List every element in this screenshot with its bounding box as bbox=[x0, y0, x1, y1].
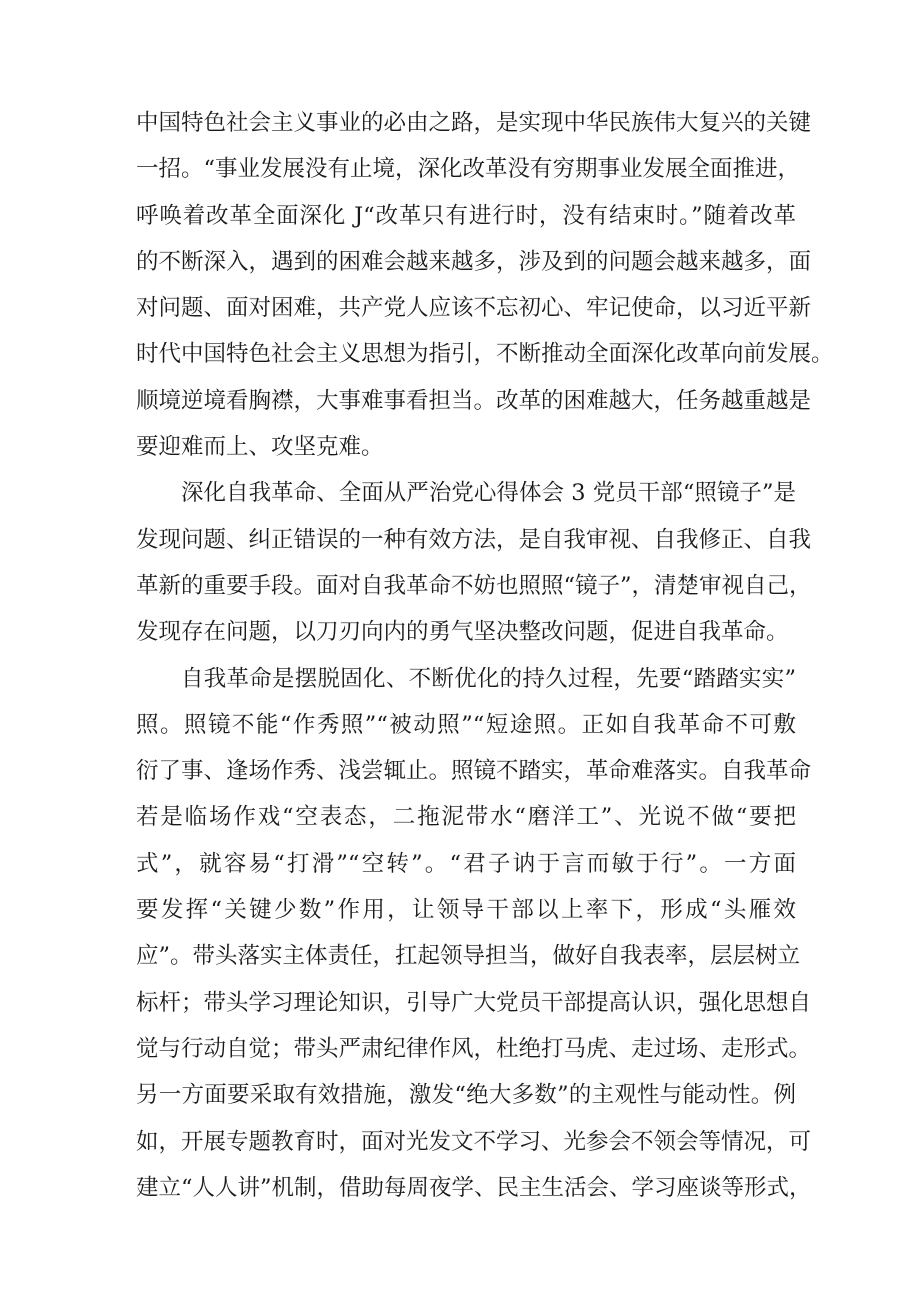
text-line: 式”，就容易“打滑”“空转”。“君子讷于言而敏于行”。一方面 bbox=[136, 850, 796, 877]
paragraph-2 bbox=[136, 470, 812, 655]
text-line: 深化自我革命、全面从严治党心得体会 3 党员干部“照镜子”是 bbox=[181, 480, 796, 507]
text-line: 要迎难而上、攻坚克难。 bbox=[136, 434, 384, 461]
text-line: 衍了事、逢场作秀、浅尝辄止。照镜不踏实，革命难落实。自我革命 bbox=[136, 758, 812, 785]
text-line: 的不断深入，遇到的困难会越来越多，涉及到的问题会越来越多，面 bbox=[136, 248, 812, 275]
text-line: 对问题、面对困难，共产党人应该不忘初心、牢记使命，以习近平新 bbox=[136, 295, 812, 322]
text-line: 中国特色社会主义事业的必由之路，是实现中华民族伟大复兴的关键 bbox=[136, 110, 812, 136]
text-line: 发现存在问题，以刀刃向内的勇气坚决整改问题，促进自我革命。 bbox=[136, 619, 789, 646]
text-line: 革新的重要手段。面对自我革命不妨也照照“镜子”，清楚审视自己， bbox=[136, 572, 812, 599]
text-line: 一招。“事业发展没有止境，深化改革没有穷期事业发展全面推进， bbox=[136, 156, 801, 183]
text-line: 时代中国特色社会主义思想为指引，不断推动全面深化改革向前发展。 bbox=[136, 341, 834, 368]
text-line: 应”。带头落实主体责任，扛起领导担当，做好自我表率，层层树立 bbox=[136, 943, 801, 970]
text-line: 标杆；带头学习理论知识，引导广大党员干部提高认识，强化思想自 bbox=[136, 989, 812, 1016]
text-line: 顺境逆境看胸襟，大事难事看担当。改革的困难越大，任务越重越是 bbox=[136, 387, 812, 414]
paragraph-1 bbox=[136, 100, 834, 470]
text-line: 照。照镜不能“作秀照”“被动照”“短途照。正如自我革命不可敷 bbox=[136, 711, 796, 738]
text-line: 另一方面要采取有效措施，激发“绝大多数”的主观性与能动性。例 bbox=[136, 1082, 796, 1109]
paragraph-3 bbox=[136, 656, 812, 1212]
text-line: 如，开展专题教育时，面对光发文不学习、光参会不领会等情况，可 bbox=[136, 1128, 812, 1155]
text-line: 呼唤着改革全面深化 J“改革只有进行时，没有结束时。”随着改革 bbox=[136, 202, 796, 229]
text-line: 自我革命是摆脱固化、不断优化的持久过程，先要“踏踏实实” bbox=[181, 665, 796, 692]
text-line: 发现问题、纠正错误的一种有效方法，是自我审视、自我修正、自我 bbox=[136, 526, 812, 553]
text-line: 觉与行动自觉；带头严肃纪律作风，杜绝打马虎、走过场、走形式。 bbox=[136, 1035, 812, 1062]
text-line: 要发挥“关键少数”作用，让领导干部以上率下，形成“头雁效 bbox=[136, 897, 796, 924]
body-text bbox=[136, 100, 834, 1211]
text-line: 建立“人人讲”机制，借助每周夜学、民主生活会、学习座谈等形式， bbox=[136, 1174, 812, 1201]
text-line: 若是临场作戏“空表态，二拖泥带水“磨洋工”、光说不做“要把 bbox=[136, 804, 796, 831]
